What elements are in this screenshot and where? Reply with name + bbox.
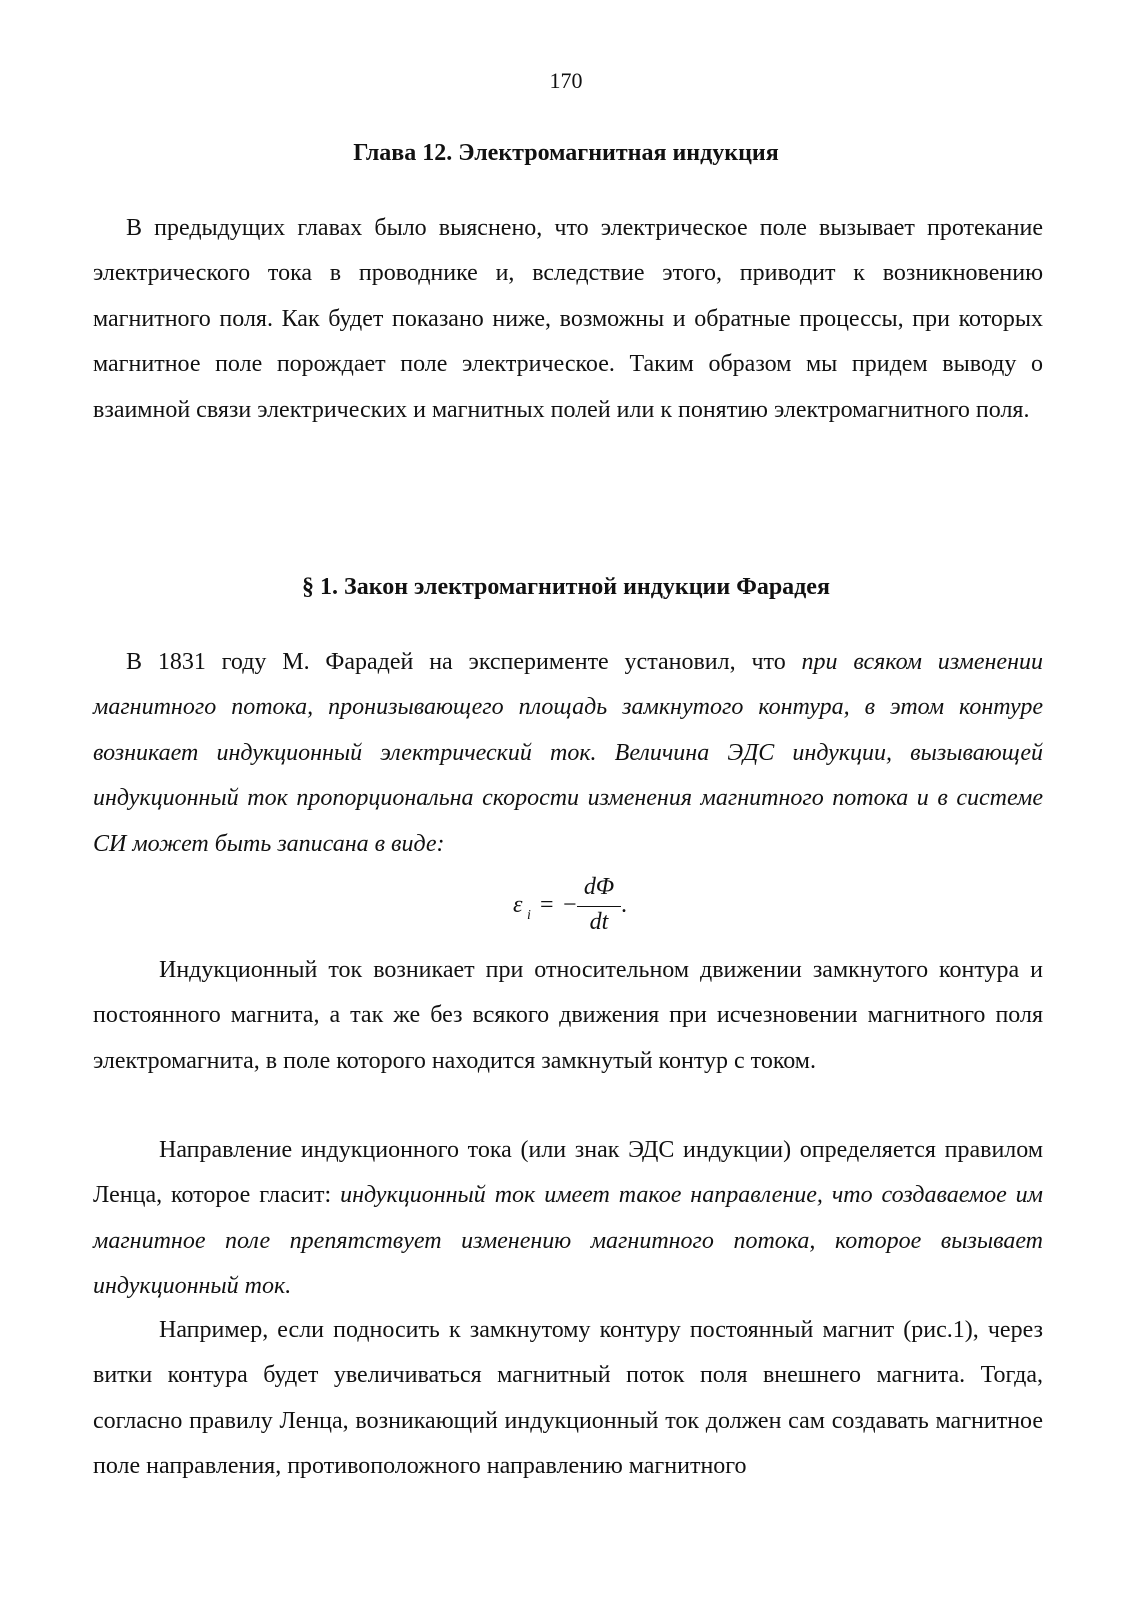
- induced-current-paragraph: Индукционный ток возникает при относительном движении замкнутого контура и постоянного магнита, а так же без всякого движения при исчезновении магнитного поля электромагнита, в поле которого находится замкнутый контур с током.: [93, 957, 1043, 1074]
- page-number: 170: [549, 68, 583, 93]
- formula-terminator: .: [621, 892, 627, 918]
- lenz-lead-text: Направление индукционного тока (или знак ЭДС индукции) определяется правилом Ленца, которое гласит:: [93, 1137, 1043, 1209]
- formula-numerator: dΦ: [583, 874, 615, 900]
- formula-minus-sign: −: [563, 892, 577, 918]
- faraday-law-paragraph: [93, 640, 1043, 867]
- faraday-law-italic: при всяком изменении магнитного потока, пронизывающего площадь замкнутого контура, в этом контуре возникает индукционный электрический ток. Величина ЭДС индукции, вызывающей индукционный ток пропорциональна скорости изменения магнитного потока и в системе СИ может быть записана в виде:: [93, 649, 1043, 857]
- formula-emf-symbol: ε: [513, 892, 523, 918]
- formula-fraction-bar: [577, 906, 621, 907]
- formula-denominator: dt: [589, 909, 609, 935]
- chapter-title: Глава 12. Электромагнитная индукция: [353, 140, 779, 166]
- faraday-lead-text: В 1831 году М. Фарадей на эксперименте установил, что: [126, 649, 802, 675]
- example-paragraph: Например, если подносить к замкнутому контуру постоянный магнит (рис.1), через витки контура будет увеличиваться магнитный поток поля внешнего магнита. Тогда, согласно правилу Ленца, возникающий индукционный ток должен сам создавать магнитное поле направления, противоположного направлению магнитного: [93, 1317, 1043, 1480]
- formula-emf-subscript: i: [527, 908, 531, 923]
- section-title: § 1. Закон электромагнитной индукции Фарадея: [302, 574, 830, 600]
- lenz-rule-italic: индукционный ток имеет такое направление, что создаваемое им магнитное поле препятствует изменению магнитного потока, которое вызывает индукционный ток.: [93, 1182, 1043, 1300]
- formula-equals-sign: =: [540, 892, 554, 918]
- intro-paragraph: В предыдущих главах было выяснено, что электрическое поле вызывает протекание электрического тока в проводнике и, вследствие этого, приводит к возникновению магнитного поля. Как будет показано ниже, возможны и обратные процессы, при которых магнитное поле порождает поле электрическое. Таким образом мы придем выводу о взаимной связи электрических и магнитных полей или к понятию электромагнитного поля.: [93, 215, 1043, 423]
- lenz-rule-paragraph: [93, 1128, 1043, 1310]
